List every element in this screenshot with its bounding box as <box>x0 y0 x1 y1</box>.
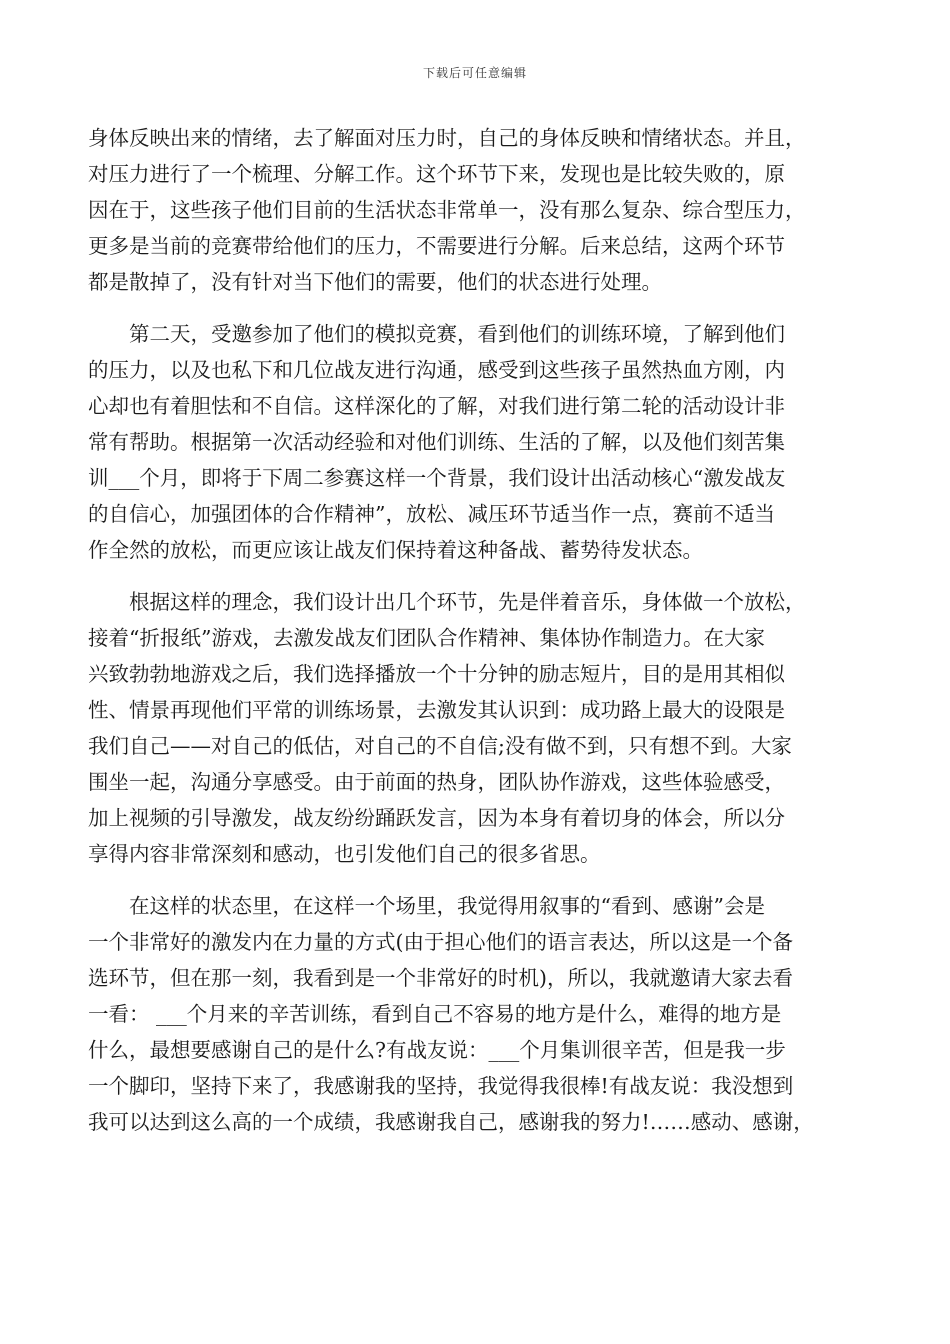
text-line: 加上视频的引导激发，战友纷纷踊跃发言，因为本身有着切身的体会，所以分 <box>88 806 785 830</box>
text-line: 作全然的放松，而更应该让战友们保持着这种备战、蓄势待发状态。 <box>88 538 703 562</box>
paragraph <box>88 584 866 872</box>
text-line: 接着“折报纸”游戏，去激发战友们团队合作精神、集体协作制造力。在大家 <box>88 626 765 650</box>
text-line: 围坐一起，沟通分享感受。由于前面的热身，团队协作游戏，这些体验感受， <box>88 770 785 794</box>
text-line: 一个脚印，坚持下来了，我感谢我的坚持，我觉得我很棒!有战友说：我没想到 <box>88 1074 794 1098</box>
text-line: 的压力，以及也私下和几位战友进行沟通，感受到这些孩子虽然热血方刚，内 <box>88 358 785 382</box>
page-header: 下载后可任意编辑 <box>422 66 527 80</box>
text-line: 因在于，这些孩子他们目前的生活状态非常单一，没有那么复杂、综合型压力， <box>88 198 806 222</box>
text-line: 更多是当前的竞赛带给他们的压力，不需要进行分解。后来总结，这两个环节 <box>88 234 785 258</box>
text-line: 一个非常好的激发内在力量的方式(由于担心他们的语言表达，所以这是一个备 <box>88 930 793 954</box>
text-line: 我可以达到这么高的一个成绩，我感谢我自己，感谢我的努力!……感动、感谢， <box>88 1110 814 1134</box>
paragraph <box>88 120 866 300</box>
text-line: 享得内容非常深刻和感动，也引发他们自己的很多省思。 <box>88 842 601 866</box>
text-line: 常有帮助。根据第一次活动经验和对他们训练、生活的了解，以及他们刻苦集 <box>88 430 785 454</box>
paragraph <box>88 316 866 568</box>
text-line: 都是散掉了，没有针对当下他们的需要，他们的状态进行处理。 <box>88 270 662 294</box>
text-line: 根据这样的理念，我们设计出几个环节，先是伴着音乐，身体做一个放松， <box>88 590 806 614</box>
text-line: 对压力进行了一个梳理、分解工作。这个环节下来，发现也是比较失败的，原 <box>88 162 785 186</box>
text-line: 在这样的状态里，在这样一个场里，我觉得用叙事的“看到、感谢”会是 <box>88 894 765 918</box>
document-body <box>88 120 866 1156</box>
text-line: 性、情景再现他们平常的训练场景，去激发其认识到：成功路上最大的设限是 <box>88 698 785 722</box>
text-line: 兴致勃勃地游戏之后，我们选择播放一个十分钟的励志短片，目的是用其相似 <box>88 662 785 686</box>
text-line: 什么，最想要感谢自己的是什么?有战友说：___个月集训很辛苦，但是我一步 <box>88 1038 786 1062</box>
text-line: 心却也有着胆怯和不自信。这样深化的了解，对我们进行第二轮的活动设计非 <box>88 394 785 418</box>
paragraph <box>88 888 866 1140</box>
text-line: 的自信心，加强团体的合作精神”，放松、减压环节适当作一点，赛前不适当 <box>88 502 775 526</box>
text-line: 选环节，但在那一刻，我看到是一个非常好的时机)，所以，我就邀请大家去看 <box>88 966 793 990</box>
text-line: 训___个月，即将于下周二参赛这样一个背景，我们设计出活动核心“激发战友 <box>88 466 786 490</box>
text-line: 一看： ___个月来的辛苦训练，看到自己不容易的地方是什么，难得的地方是 <box>88 1002 782 1026</box>
text-line: 我们自己——对自己的低估，对自己的不自信;没有做不到，只有想不到。大家 <box>88 734 792 758</box>
text-line: 第二天，受邀参加了他们的模拟竞赛，看到他们的训练环境，了解到他们 <box>88 322 785 346</box>
text-line: 身体反映出来的情绪，去了解面对压力时，自己的身体反映和情绪状态。并且， <box>88 126 806 150</box>
